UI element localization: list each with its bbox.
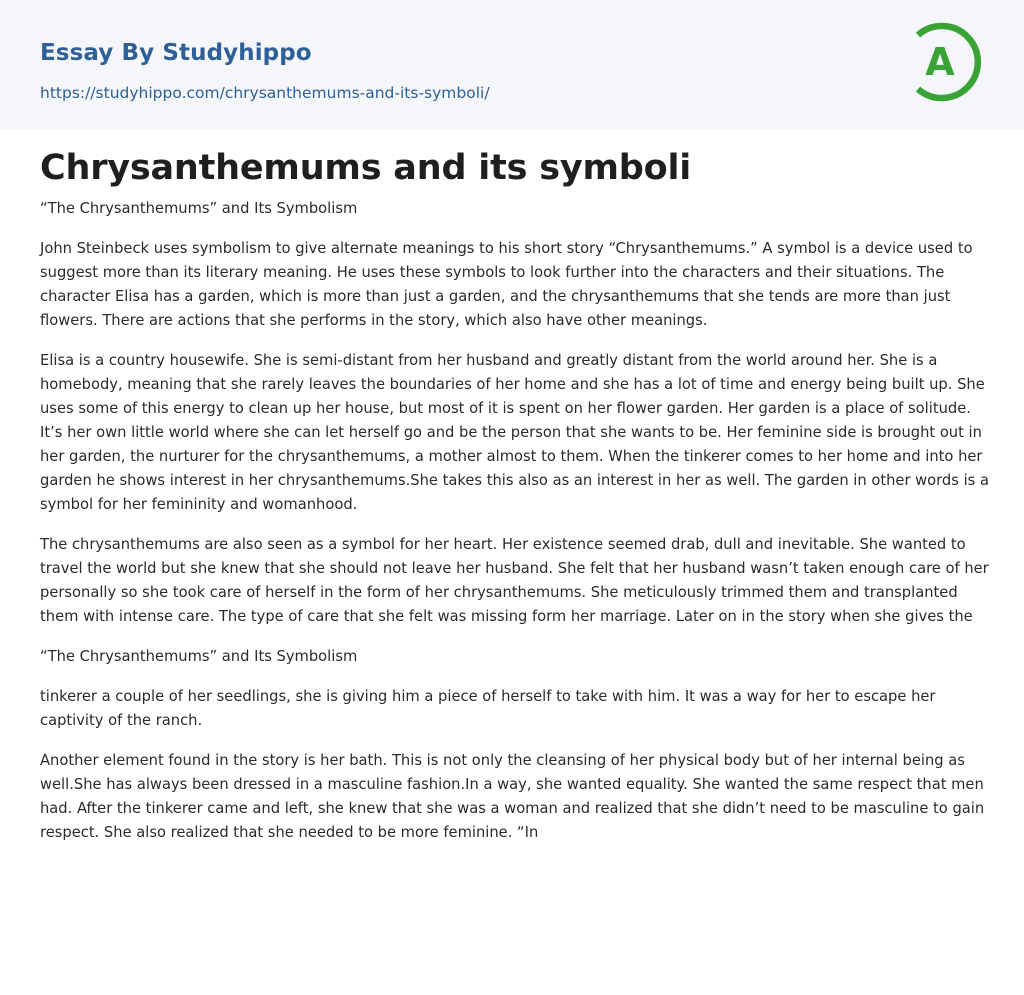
essay-subtitle: “The Chrysanthemums” and Its Symbolism: [40, 200, 358, 217]
paragraph-2: Elisa is a country housewife. She is semi-distant from her husband and greatly distant from the world around her. She is a homebody, meaning that she rarely leaves the boundaries of her home and she has a lot of time and energy being built up. She uses some of this energy to clean up her house, but most of it is spent on her flower garden. Her garden is a place of solitude. It’s her own little world where she can let herself go and be the person that she wants to be. Her feminine side is brought out in her garden, the nurturer for the chrysanthemums, a mother almost to them. When the tinkerer comes to her home and into her garden he shows interest in her chrysanthemums.She takes this also as an interest in her as well. The garden in other words is a symbol for her femininity and womanhood.: [40, 352, 989, 513]
page-url-link[interactable]: https://studyhippo.com/chrysanthemums-and-its-symboli/: [40, 84, 490, 102]
paragraph-3: The chrysanthemums are also seen as a symbol for her heart. Her existence seemed drab, dull and inevitable. She wanted to travel the world but she knew that she should not leave her husband. She felt that her husband wasn’t taken enough care of her personally so she took care of herself in the form of her chrysanthemums. She meticulously trimmed them and transplanted them with intense care. The type of care that she felt was missing form her marriage. Later on in the story when she gives the: [40, 536, 989, 625]
logo-letter: A: [925, 40, 955, 84]
paragraph-1: John Steinbeck uses symbolism to give alternate meanings to his short story “Chrysanthemums.” A symbol is a device used to suggest more than its literary meaning. He uses these symbols to look further into the characters and their situations. The character Elisa has a garden, which is more than just a garden, and the chrysanthemums that she tends are more than just flowers. There are actions that she performs in the story, which also have other meanings.: [40, 240, 973, 329]
article-content: [40, 144, 990, 845]
repeated-subtitle: “The Chrysanthemums” and Its Symbolism: [40, 648, 358, 665]
site-brand[interactable]: Essay By Studyhippo: [40, 40, 312, 66]
paragraph-5: Another element found in the story is her bath. This is not only the cleansing of her physical body but of her internal being as well.She has always been dressed in a masculine fashion.In a way, she wanted equality. She wanted the same respect that men had. After the tinkerer came and left, she knew that she was a woman and realized that she didn’t need to be masculine to gain respect. She also realized that she needed to be more feminine. “In: [40, 752, 985, 841]
logo-icon[interactable]: [912, 19, 986, 105]
site-header: [0, 0, 1024, 129]
paragraph-4: tinkerer a couple of her seedlings, she is giving him a piece of herself to take with him. It was a way for her to escape her captivity of the ranch.: [40, 688, 936, 729]
page-title: Chrysanthemums and its symboli: [40, 148, 692, 188]
